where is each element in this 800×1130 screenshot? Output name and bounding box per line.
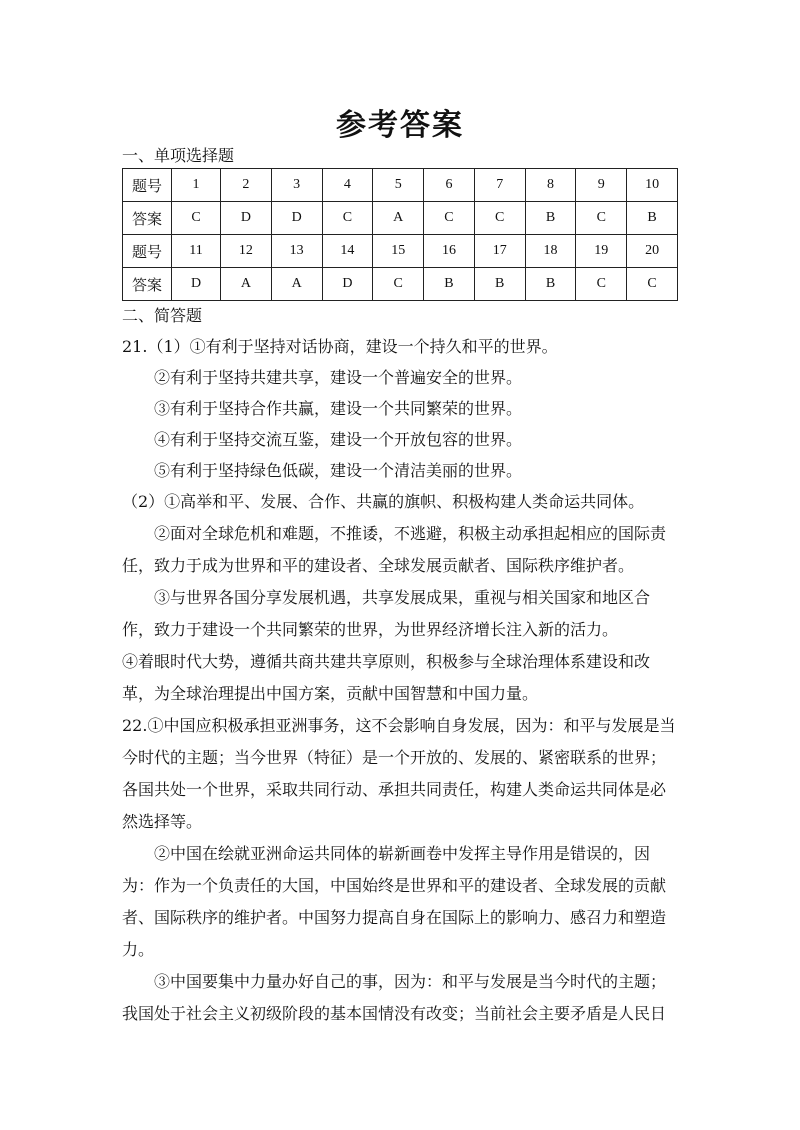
table-cell: C	[627, 268, 678, 301]
table-row	[123, 169, 678, 202]
answer-line: 21.（1）①有利于坚持对话协商，建设一个持久和平的世界。	[122, 337, 558, 356]
section-heading-short-answer: 二、简答题	[122, 306, 203, 325]
table-cell: B	[525, 202, 576, 235]
answer-line: ②中国在绘就亚洲命运共同体的崭新画卷中发挥主导作用是错误的，因	[154, 844, 651, 863]
row-header: 答案	[123, 268, 172, 301]
answer-line: ④有利于坚持交流互鉴，建设一个开放包容的世界。	[154, 430, 523, 449]
table-cell: D	[221, 202, 272, 235]
table-cell: 16	[424, 235, 475, 268]
answer-line: 我国处于社会主义初级阶段的基本国情没有改变；当前社会主要矛盾是人民日	[122, 1004, 667, 1023]
answer-line: 今时代的主题；当今世界（特征）是一个开放的、发展的、紧密联系的世界；	[122, 748, 667, 767]
table-cell: C	[474, 202, 525, 235]
row-header: 答案	[123, 202, 172, 235]
table-cell: A	[221, 268, 272, 301]
answer-line: ③有利于坚持合作共赢，建设一个共同繁荣的世界。	[154, 399, 523, 418]
row-header: 题号	[123, 169, 172, 202]
row-header: 题号	[123, 235, 172, 268]
table-cell: 2	[221, 169, 272, 202]
table-cell: 6	[424, 169, 475, 202]
table-cell: 4	[322, 169, 373, 202]
table-cell: 11	[172, 235, 221, 268]
table-cell: A	[373, 202, 424, 235]
table-cell: 7	[474, 169, 525, 202]
answer-line: 任，致力于成为世界和平的建设者、全球发展贡献者、国际秩序维护者。	[122, 556, 635, 575]
answer-line: 然选择等。	[122, 812, 203, 831]
table-cell: 5	[373, 169, 424, 202]
table-cell: B	[424, 268, 475, 301]
answer-line: 各国共处一个世界，采取共同行动、承担共同责任，构建人类命运共同体是必	[122, 780, 667, 799]
table-cell: C	[576, 202, 627, 235]
table-cell: 12	[221, 235, 272, 268]
answer-line: 者、国际秩序的维护者。中国努力提高自身在国际上的影响力、感召力和塑造	[122, 908, 667, 927]
table-cell: D	[322, 268, 373, 301]
table-cell: 19	[576, 235, 627, 268]
table-cell: C	[576, 268, 627, 301]
table-cell: D	[172, 268, 221, 301]
table-row	[123, 268, 678, 301]
table-cell: B	[474, 268, 525, 301]
answer-line: ③中国要集中力量办好自己的事，因为：和平与发展是当今时代的主题；	[154, 972, 667, 991]
table-cell: B	[525, 268, 576, 301]
answer-line: 22.①中国应积极承担亚洲事务，这不会影响自身发展，因为：和平与发展是当	[122, 716, 676, 735]
table-cell: A	[271, 268, 322, 301]
table-cell: 9	[576, 169, 627, 202]
table-cell: C	[424, 202, 475, 235]
answer-line: 为：作为一个负责任的大国，中国始终是世界和平的建设者、全球发展的贡献	[122, 876, 667, 895]
answer-line: 力。	[122, 940, 155, 959]
section-heading-choice: 一、单项选择题	[122, 146, 235, 165]
answer-line: ④着眼时代大势，遵循共商共建共享原则，积极参与全球治理体系建设和改	[122, 652, 651, 671]
table-cell: 1	[172, 169, 221, 202]
table-cell: 3	[271, 169, 322, 202]
table-row	[123, 235, 678, 268]
table-cell: 13	[271, 235, 322, 268]
answer-table	[122, 168, 678, 301]
table-cell: 14	[322, 235, 373, 268]
answer-line: ③与世界各国分享发展机遇，共享发展成果，重视与相关国家和地区合	[154, 588, 651, 607]
answer-line: ⑤有利于坚持绿色低碳，建设一个清洁美丽的世界。	[154, 461, 523, 480]
table-cell: 20	[627, 235, 678, 268]
table-cell: C	[172, 202, 221, 235]
table-cell: B	[627, 202, 678, 235]
table-cell: 18	[525, 235, 576, 268]
page-title: 参考答案	[336, 108, 464, 143]
table-cell: C	[322, 202, 373, 235]
table-row	[123, 202, 678, 235]
answer-line: 革，为全球治理提出中国方案，贡献中国智慧和中国力量。	[122, 684, 539, 703]
table-cell: D	[271, 202, 322, 235]
table-cell: 15	[373, 235, 424, 268]
answer-line: ②面对全球危机和难题，不推诿，不逃避，积极主动承担起相应的国际责	[154, 524, 667, 543]
table-cell: 17	[474, 235, 525, 268]
table-cell: 8	[525, 169, 576, 202]
answer-line: 作，致力于建设一个共同繁荣的世界，为世界经济增长注入新的活力。	[122, 620, 619, 639]
answer-line: （2）①高举和平、发展、合作、共赢的旗帜、积极构建人类命运共同体。	[122, 492, 645, 511]
table-cell: C	[373, 268, 424, 301]
table-cell: 10	[627, 169, 678, 202]
answer-line: ②有利于坚持共建共享，建设一个普遍安全的世界。	[154, 368, 523, 387]
